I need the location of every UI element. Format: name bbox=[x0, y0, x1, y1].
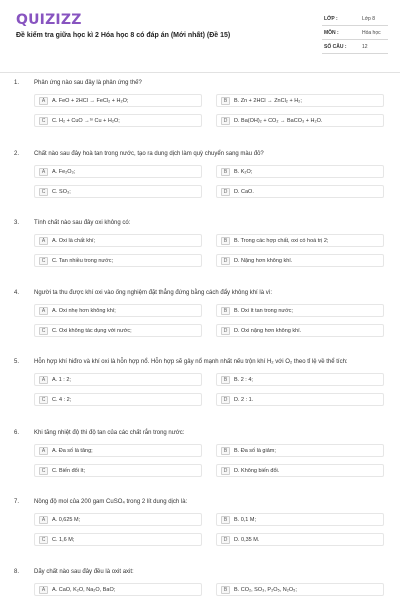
header bbox=[0, 0, 400, 72]
option-letter: D bbox=[221, 467, 230, 475]
option-d[interactable] bbox=[216, 393, 384, 406]
option-text: A. FeO + 2HCl → FeCl₂ + H₂O; bbox=[52, 98, 129, 104]
option-letter: B bbox=[221, 586, 230, 594]
option-text: C. H₂ + CuO →ᵗᵒ Cu + H₂O; bbox=[52, 118, 120, 124]
option-letter: D bbox=[221, 396, 230, 404]
question-number: 8. bbox=[14, 569, 20, 575]
option-letter: A bbox=[39, 586, 48, 594]
option-text: D. CaO. bbox=[234, 189, 254, 195]
question-number: 2. bbox=[14, 151, 20, 157]
question-number: 1. bbox=[14, 80, 20, 86]
option-c[interactable] bbox=[34, 185, 202, 198]
page-title: Đề kiểm tra giữa học kì 2 Hóa học 8 có đáp án (Mới nhất) (Đề 15) bbox=[16, 32, 231, 39]
meta-value: 12 bbox=[362, 44, 368, 50]
option-text: B. 0,1 M; bbox=[234, 517, 257, 523]
option-c[interactable] bbox=[34, 114, 202, 127]
question-number: 5. bbox=[14, 359, 20, 365]
question-text: Khi tăng nhiệt độ thì độ tan của các chất rắn trong nước: bbox=[34, 430, 185, 436]
option-text: A. Đa số là tăng; bbox=[52, 448, 93, 454]
option-text: C. SO₃; bbox=[52, 189, 71, 195]
option-b[interactable] bbox=[216, 304, 384, 317]
quizizz-logo: QUIZIZZ bbox=[16, 12, 82, 28]
option-a[interactable] bbox=[34, 373, 202, 386]
option-a[interactable] bbox=[34, 234, 202, 247]
option-c[interactable] bbox=[34, 464, 202, 477]
option-text: B. Zn + 2HCl → ZnCl₂ + H₂; bbox=[234, 98, 302, 104]
option-letter: D bbox=[221, 536, 230, 544]
question-number: 4. bbox=[14, 290, 20, 296]
option-letter: B bbox=[221, 307, 230, 315]
option-text: D. Oxi nặng hơn không khí. bbox=[234, 328, 302, 334]
option-text: A. Fe₂O₃; bbox=[52, 169, 76, 175]
question-number: 3. bbox=[14, 220, 20, 226]
option-text: B. CO₂, SO₃, P₂O₅, N₂O₅; bbox=[234, 587, 297, 593]
option-letter: C bbox=[39, 117, 48, 125]
option-letter: D bbox=[221, 327, 230, 335]
option-text: B. Trong các hợp chất, oxi có hoá trị 2; bbox=[234, 238, 329, 244]
meta-label: LỚP : bbox=[324, 16, 338, 22]
option-text: D. Nặng hơn không khí. bbox=[234, 258, 293, 264]
option-a[interactable] bbox=[34, 165, 202, 178]
meta-row-count bbox=[322, 40, 388, 54]
question-text: Phản ứng nào sau đây là phản ứng thế? bbox=[34, 80, 142, 86]
question-text: Dãy chất nào sau đây đều là oxit axit: bbox=[34, 569, 134, 575]
option-text: D. 2 : 1. bbox=[234, 397, 254, 403]
option-d[interactable] bbox=[216, 464, 384, 477]
meta-label: SỐ CÂU : bbox=[324, 44, 347, 50]
option-d[interactable] bbox=[216, 324, 384, 337]
option-text: C. Oxi không tác dụng với nước; bbox=[52, 328, 132, 334]
option-letter: C bbox=[39, 396, 48, 404]
option-c[interactable] bbox=[34, 324, 202, 337]
option-letter: B bbox=[221, 237, 230, 245]
option-a[interactable] bbox=[34, 444, 202, 457]
option-letter: B bbox=[221, 516, 230, 524]
option-text: B. Oxi ít tan trong nước; bbox=[234, 308, 293, 314]
question-text: Người ta thu được khí oxi vào ống nghiệm đặt thẳng đứng bằng cách đẩy không khí là vì: bbox=[34, 290, 273, 296]
option-letter: C bbox=[39, 327, 48, 335]
option-text: B. K₂O; bbox=[234, 169, 253, 175]
meta-label: MÔN : bbox=[324, 30, 339, 36]
meta-value: Lớp 8 bbox=[362, 16, 376, 22]
option-text: A. CaO, K₂O, Na₂O, BaO; bbox=[52, 587, 116, 593]
question-text: Nồng độ mol của 200 gam CuSO₄ trong 2 lít dung dịch là: bbox=[34, 499, 188, 505]
option-letter: D bbox=[221, 188, 230, 196]
question-text: Hỗn hợp khí hiđro và khí oxi là hỗn hợp nổ. Hỗn hợp sẽ gây nổ mạnh nhất nếu trộn khí H₂ với O₂ theo tỉ lệ về thể tích: bbox=[34, 359, 348, 365]
option-c[interactable] bbox=[34, 533, 202, 546]
option-letter: B bbox=[221, 376, 230, 384]
option-d[interactable] bbox=[216, 533, 384, 546]
option-d[interactable] bbox=[216, 114, 384, 127]
option-letter: A bbox=[39, 376, 48, 384]
option-text: A. Oxi là chất khí; bbox=[52, 238, 96, 244]
option-b[interactable] bbox=[216, 513, 384, 526]
header-divider bbox=[0, 72, 400, 73]
option-c[interactable] bbox=[34, 254, 202, 267]
option-letter: C bbox=[39, 257, 48, 265]
option-b[interactable] bbox=[216, 373, 384, 386]
question-number: 7. bbox=[14, 499, 20, 505]
option-text: D. 0,35 M. bbox=[234, 537, 260, 543]
option-b[interactable] bbox=[216, 94, 384, 107]
option-letter: D bbox=[221, 257, 230, 265]
option-text: D. Ba(OH)₂ + CO₂ → BaCO₃ + H₂O. bbox=[234, 118, 323, 124]
option-d[interactable] bbox=[216, 185, 384, 198]
option-b[interactable] bbox=[216, 444, 384, 457]
question-text: Tính chất nào sau đây oxi không có: bbox=[34, 220, 131, 226]
option-letter: B bbox=[221, 97, 230, 105]
option-text: A. 0,625 M; bbox=[52, 517, 81, 523]
option-b[interactable] bbox=[216, 165, 384, 178]
question-number: 6. bbox=[14, 430, 20, 436]
option-letter: C bbox=[39, 467, 48, 475]
option-a[interactable] bbox=[34, 513, 202, 526]
option-text: D. Không biến đổi. bbox=[234, 468, 280, 474]
option-a[interactable] bbox=[34, 583, 202, 596]
option-c[interactable] bbox=[34, 393, 202, 406]
option-letter: C bbox=[39, 188, 48, 196]
option-a[interactable] bbox=[34, 94, 202, 107]
meta-value: Hóa học bbox=[362, 30, 381, 36]
option-text: C. 1,6 M; bbox=[52, 537, 75, 543]
meta-row-grade bbox=[322, 12, 388, 26]
option-letter: A bbox=[39, 97, 48, 105]
option-text: A. 1 : 2; bbox=[52, 377, 71, 383]
meta-row-subject bbox=[322, 26, 388, 40]
option-letter: A bbox=[39, 516, 48, 524]
option-text: A. Oxi nhẹ hơn không khí; bbox=[52, 308, 116, 314]
option-text: C. Tan nhiều trong nước; bbox=[52, 258, 113, 264]
option-text: C. Biến đổi ít; bbox=[52, 468, 86, 474]
option-letter: A bbox=[39, 307, 48, 315]
option-letter: B bbox=[221, 447, 230, 455]
option-text: B. 2 : 4; bbox=[234, 377, 253, 383]
option-b[interactable] bbox=[216, 583, 384, 596]
option-letter: B bbox=[221, 168, 230, 176]
option-letter: D bbox=[221, 117, 230, 125]
option-a[interactable] bbox=[34, 304, 202, 317]
option-b[interactable] bbox=[216, 234, 384, 247]
option-d[interactable] bbox=[216, 254, 384, 267]
option-letter: C bbox=[39, 536, 48, 544]
option-letter: A bbox=[39, 447, 48, 455]
question-text: Chất nào sau đây hoà tan trong nước, tạo ra dung dịch làm quỳ chuyển sang màu đỏ? bbox=[34, 151, 264, 157]
option-letter: A bbox=[39, 237, 48, 245]
option-letter: A bbox=[39, 168, 48, 176]
meta-table bbox=[322, 12, 388, 54]
option-text: B. Đa số là giảm; bbox=[234, 448, 276, 454]
option-text: C. 4 : 2; bbox=[52, 397, 72, 403]
